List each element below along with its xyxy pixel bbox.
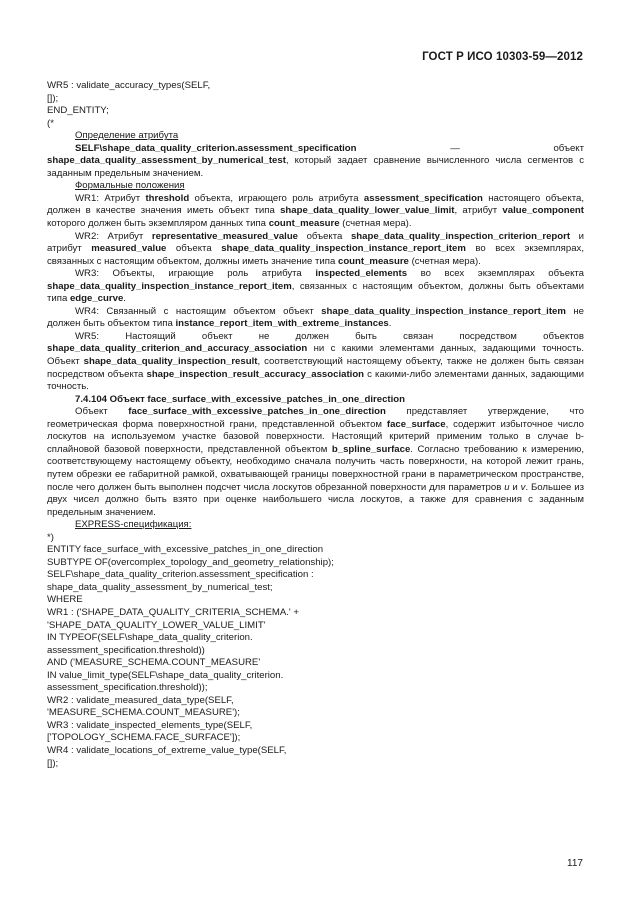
code-block-top [47, 80, 584, 130]
code-line: []); [47, 92, 59, 104]
standard-header: ГОСТ Р ИСО 10303-59—2012 [422, 51, 583, 63]
code-block-entity [47, 532, 584, 770]
code-line: SELF\shape_data_quality_criterion.assessment_specification : [47, 569, 314, 581]
rule-wr1: WR1: Атрибут threshold объекта, играющего роль атрибута assessment_specification настоящего объекта, должен в качестве значения иметь объект типа shape_data_quality_lower_value_limit, атрибут value_component которого должен быть экземпляром данных типа count_measure (счетная мера). [47, 192, 584, 230]
code-line: ENTITY face_surface_with_excessive_patches_in_one_direction [47, 544, 324, 556]
rule-wr2: WR2: Атрибут representative_measured_value объекта shape_data_quality_inspection_criterion_report и атрибут measured_value объекта shape_data_quality_inspection_instance_report_item во всех экземплярах, связанных с настоящим объектом, должны иметь значение типа count_measure (счетная мера). [47, 230, 585, 267]
express-heading: EXPRESS-спецификация: [75, 519, 192, 531]
code-line: 'MEASURE_SCHEMA.COUNT_MEASURE'); [47, 707, 240, 719]
code-line: IN value_limit_type(SELF\shape_data_quality_criterion. [47, 669, 284, 681]
code-line: assessment_specification.threshold)) [47, 644, 205, 656]
rule-wr3: WR3: Объекты, играющие роль атрибута inspected_elements во всех экземплярах объекта shape_data_quality_inspection_instance_report_item, связанных с настоящим объектом, должны быть объектами типа edge_curve. [47, 268, 585, 305]
attr-def-heading: Определение атрибута [75, 130, 179, 142]
section-heading: 7.4.104 Объект face_surface_with_excessive_patches_in_one_direction [75, 393, 405, 405]
code-line: (* [47, 117, 54, 129]
attr-def-paragraph: SELF\shape_data_quality_criterion.assessment_specification — объект shape_data_quality_assessment_by_numerical_test, который задает сравнение вычисленного числа сегментов с заданным предельным значением. [47, 142, 584, 179]
code-line: WHERE [47, 594, 83, 606]
code-line: WR1 : ('SHAPE_DATA_QUALITY_CRITERIA_SCHEMA.' + [47, 606, 300, 618]
code-line: WR4 : validate_locations_of_extreme_value_type(SELF, [47, 744, 287, 756]
page-content [47, 80, 584, 770]
section-paragraph: Объект face_surface_with_excessive_patches_in_one_direction представляет утверждение, что геометрическая форма поверхностной грани, представленной объектом face_surface, содержит избыточное число лоскутов на используемом участке базовой поверхности. Настоящий критерий применим только в случае b-сплайновой базовой поверхности, представленной объектом b_spline_surface. Согласно требованию к измерению, соответствующему настоящему объекту, необходимо сначала получить часть поверхности, на которой лежит грань, путем обрезки ее габаритной рамкой, охватывающей границы поверхностной грани в параметрическом пространстве, после чего должен быть выполнен подсчет числа лоскутов обрезанной поверхности для параметров u и v. Большее из двух чисел должно быть взято при оценке наибольшего числа лоскутов, а также для сравнения с заданным предельным значением. [47, 406, 584, 518]
rule-wr5: WR5: Настоящий объект не должен быть связан посредством объектов shape_data_quality_criterion_and_accuracy_association ни с какими элементами данных, задающими точность. Объект shape_data_quality_inspection_result, соответствующий настоящему объекту, также не должен быть связан посредством объекта shape_inspection_result_accuracy_association с какими-либо элементами данных, задающими точность. [47, 330, 584, 393]
page-number: 117 [567, 858, 583, 869]
code-line: []); [47, 757, 59, 769]
code-line: WR2 : validate_measured_data_type(SELF, [47, 694, 234, 706]
code-line: IN TYPEOF(SELF\shape_data_quality_criterion. [47, 632, 253, 644]
code-line: ['TOPOLOGY_SCHEMA.FACE_SURFACE']); [47, 732, 241, 744]
code-line: assessment_specification.threshold)); [47, 682, 208, 694]
rule-wr4: WR4: Связанный с настоящим объектом объект shape_data_quality_inspection_instance_report_item не должен быть объектом типа instance_report_item_with_extreme_instances. [47, 305, 584, 330]
code-line: END_ENTITY; [47, 105, 109, 117]
code-line: 'SHAPE_DATA_QUALITY_LOWER_VALUE_LIMIT' [47, 619, 266, 631]
formal-heading: Формальные положения [75, 180, 185, 192]
code-line: WR5 : validate_accuracy_types(SELF, [47, 80, 211, 91]
code-line: AND ('MEASURE_SCHEMA.COUNT_MEASURE' [47, 657, 261, 669]
code-line: SUBTYPE OF(overcomplex_topology_and_geometry_relationship); [47, 556, 334, 568]
code-line: shape_data_quality_assessment_by_numerical_test; [47, 581, 273, 593]
code-line: WR3 : validate_inspected_elements_type(SELF, [47, 719, 253, 731]
code-line: *) [47, 531, 54, 543]
